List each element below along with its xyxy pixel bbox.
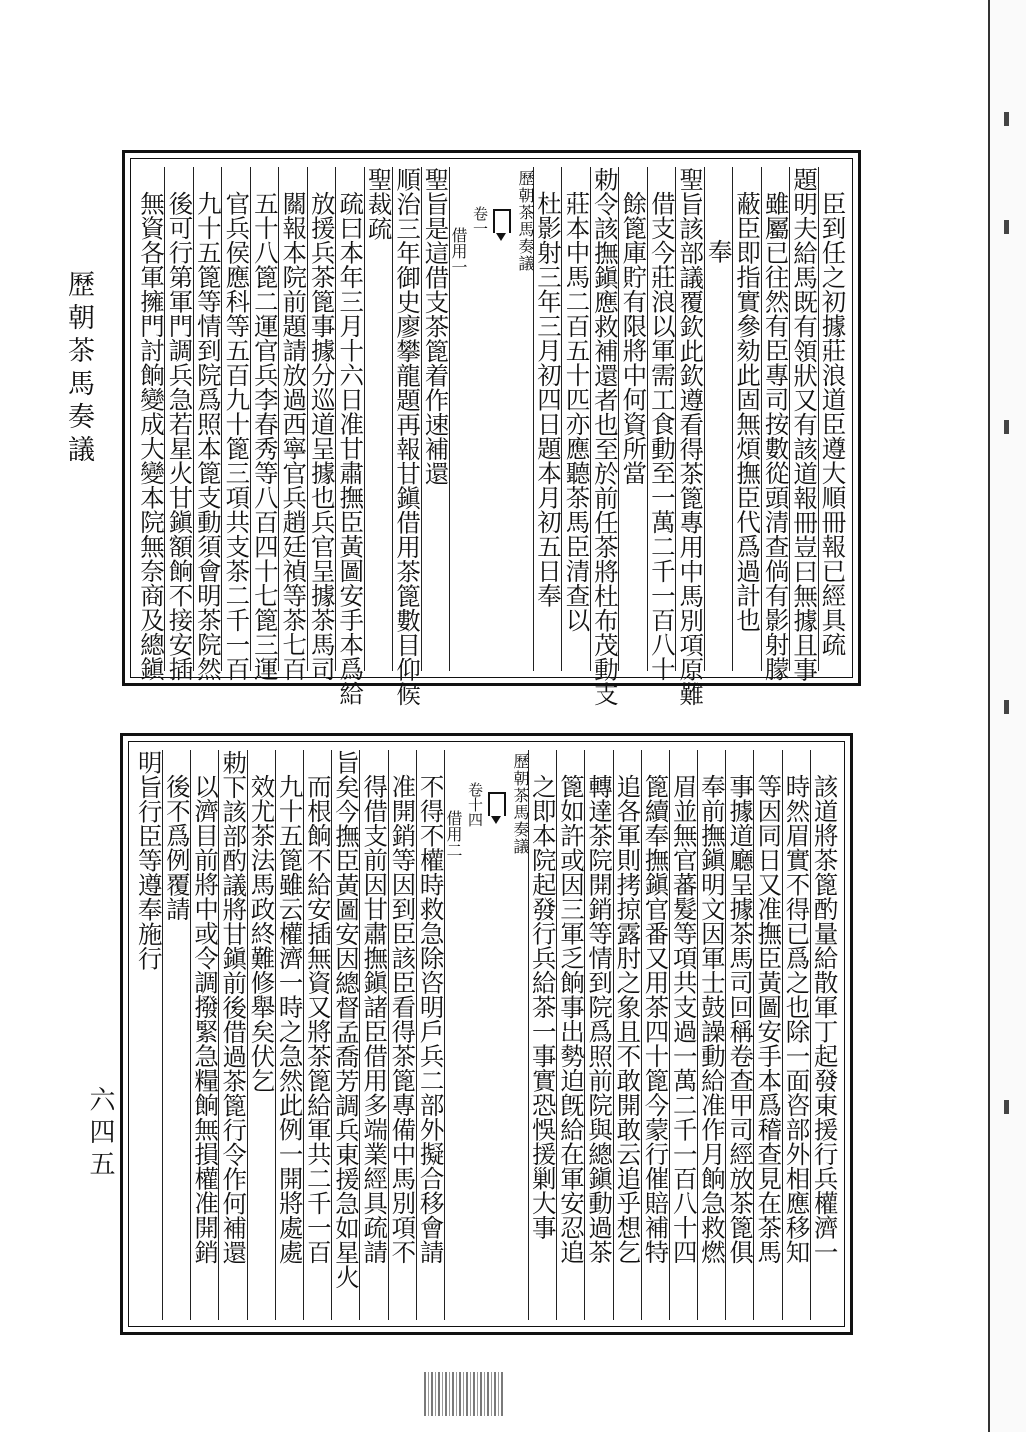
text-column	[278, 167, 309, 681]
column-text: 題明夫給馬既有領狀又有該道報冊豈曰無據且事	[790, 167, 820, 682]
text-column	[137, 167, 167, 681]
text-column	[193, 167, 223, 681]
volume-label: 卷一	[471, 206, 490, 236]
text-column	[221, 167, 252, 681]
text-column	[704, 167, 732, 671]
column-text: 而根餉不給安插無資又將茶篦給軍共二千一百	[303, 774, 333, 1264]
center-fold-title: 歷朝茶馬奏議	[510, 753, 530, 855]
text-column	[528, 750, 556, 1320]
center-fold-column	[449, 167, 536, 671]
text-column	[818, 167, 846, 671]
column-text: 順治三年御史廖攀龍題再報甘鎭借用茶篦數目仰候	[393, 167, 423, 706]
column-text: 以濟目前將中或令調撥緊急糧餉無損權准開銷	[191, 774, 221, 1264]
column-text: 九十五篦等情到院爲照本篦支動須會明茶院然	[193, 191, 223, 681]
center-fold-column	[444, 750, 528, 1320]
column-text: 勅令該撫鎭應救補還者也至於前任茶將杜布茂動支	[590, 167, 620, 706]
column-text: 奉	[704, 239, 734, 264]
text-column	[782, 750, 810, 1320]
column-text: 餘篦庫貯有限將中何資所當	[619, 191, 649, 485]
column-text: 臣到任之初據莊浪道臣遵大順冊報已經具疏	[818, 191, 848, 657]
text-column	[761, 167, 791, 681]
column-text: 眉並無官蕃髮等項共支過一萬二千一百八十四	[669, 774, 699, 1264]
column-text: 等因同日又准撫臣黃圖安手本爲稽查見在茶馬	[754, 774, 784, 1264]
text-column	[647, 167, 677, 681]
bottom-page-panel	[120, 733, 853, 1335]
column-text: 轉達茶院開銷等情到院爲照前院與總鎭動過茶	[585, 774, 615, 1264]
column-text: 旨矣今撫臣黃圖安因總督孟喬芳調兵東援急如星火	[332, 750, 362, 1289]
fish-tail-mark	[493, 209, 511, 233]
column-text: 蔽臣即指實參劾此固無煩撫臣代爲過計也	[733, 191, 763, 632]
column-text: 聖裁疏	[364, 167, 394, 241]
column-text: 事據道廳呈據茶馬司回稱卷查甲司經放茶篦俱	[726, 774, 756, 1264]
text-column	[135, 750, 162, 1320]
column-text: 不得不權時救急除咨明戶兵二部外擬合移會請	[416, 774, 446, 1264]
column-text: 准開銷等因到臣該臣看得茶篦專備中馬別項不	[388, 774, 418, 1264]
text-column	[556, 750, 584, 1320]
text-column	[641, 750, 669, 1320]
text-column	[218, 750, 249, 1320]
text-column	[697, 750, 725, 1320]
top-page-panel	[122, 150, 861, 706]
column-text: 得借支前因甘肅撫鎭諸臣借用多端業經具疏請	[360, 774, 390, 1264]
column-text: 時然眉實不得已爲之也除一面咨部外相應移知	[782, 774, 812, 1264]
column-text: 官兵侯應科等五百九十篦三項共支茶二千一百	[222, 191, 252, 681]
text-column	[303, 750, 331, 1320]
top-text-columns	[137, 167, 848, 706]
column-text: 後可行第軍門調兵急若星火甘鎭額餉不接安插	[165, 191, 195, 681]
text-column	[275, 750, 303, 1320]
text-column	[388, 750, 416, 1320]
text-column	[250, 167, 280, 681]
text-column	[533, 167, 561, 671]
text-column	[675, 167, 706, 706]
text-column	[584, 750, 615, 1320]
bottom-text-columns	[135, 750, 838, 1320]
column-text: 九十五篦雖云權濟一時之急然此例一開將處處	[275, 774, 305, 1264]
column-text: 勅下該部酌議將甘鎭前後借過茶篦行令作何補還	[219, 750, 249, 1265]
text-column	[725, 750, 756, 1320]
text-column	[421, 167, 449, 671]
fish-tail-mark	[488, 792, 506, 816]
binding-edge	[988, 0, 1026, 1432]
text-column	[613, 750, 641, 1320]
text-column	[162, 750, 190, 1320]
column-text: 篦如許或因三軍乏餉事出勢迫旣給在軍安忍追	[556, 774, 586, 1264]
barcode-stamp	[424, 1372, 504, 1416]
column-text: 放援兵茶篦事據分巡道呈據也兵官呈據茶馬司	[307, 191, 337, 681]
text-column	[247, 750, 275, 1320]
column-text: 關報本院前題請放過西寧官兵趙廷禎等茶七百	[279, 191, 309, 681]
column-text: 莊本中馬二百五十匹亦應聽茶馬臣清查以	[562, 191, 592, 632]
text-column	[392, 167, 423, 706]
text-column	[810, 750, 838, 1320]
text-column	[190, 750, 221, 1320]
text-column	[307, 167, 337, 681]
column-text: 該道將茶篦酌量給散軍丁起發東援行兵權濟一	[810, 774, 840, 1264]
center-fold-title: 歷朝茶馬奏議	[516, 170, 536, 272]
column-text: 奉前撫鎭明文因軍士鼓譟動給准作月餉急救燃	[697, 774, 727, 1264]
section-leaf-label: 借用二	[443, 810, 463, 858]
text-column	[335, 167, 366, 706]
column-text: 明旨行臣等遵奉施行	[134, 750, 164, 971]
text-column	[669, 750, 697, 1320]
column-text: 借支今莊浪以軍需工食動至一萬二千一百八十	[647, 191, 677, 681]
text-column	[753, 750, 784, 1320]
column-text: 篦續奉撫鎭官番又用茶四十篦今蒙行催賠補特	[641, 774, 671, 1264]
column-text: 後不爲例覆請	[162, 774, 192, 921]
text-column	[364, 167, 392, 671]
column-text: 無資各軍擁門討餉變成大變本院無奈商及總鎭	[137, 191, 167, 681]
column-text: 雖屬已往然有臣專司按數從頭清查倘有影射朦	[761, 191, 791, 681]
margin-title: 歷朝茶馬奏議	[63, 270, 94, 468]
column-text: 聖旨是這借支茶篦着作速補還	[421, 167, 451, 486]
column-text: 效尤茶法馬政終難修舉矣伏乞	[247, 774, 277, 1093]
section-leaf-label: 借用一	[449, 227, 469, 275]
column-text: 之即本院起發行兵給茶一事實恐悞援剿大事	[528, 774, 558, 1240]
page-folio-number: 六四五	[85, 1086, 115, 1182]
text-column	[331, 750, 362, 1320]
column-text: 五十八篦二運官兵李春秀等八百四十七篦三運	[250, 191, 280, 681]
column-text: 杜影射三年三月初四日題本月初五日奉	[534, 191, 563, 608]
text-column	[416, 750, 444, 1320]
text-column	[164, 167, 195, 681]
text-column	[561, 167, 592, 671]
text-column	[789, 167, 820, 682]
column-text: 追各軍則拷掠露肘之象且不敢開敢云追乎想乞	[613, 774, 643, 1264]
text-column	[359, 750, 390, 1320]
column-text: 疏曰本年三月十六日准甘肅撫臣黃圖安手本爲給	[336, 191, 366, 706]
text-column	[590, 167, 620, 706]
volume-label: 卷十四	[465, 781, 484, 827]
column-text: 聖旨該部議覆欽此欽遵看得茶篦專用中馬別項原難	[676, 167, 706, 706]
text-column	[618, 167, 649, 671]
text-column	[732, 167, 763, 671]
